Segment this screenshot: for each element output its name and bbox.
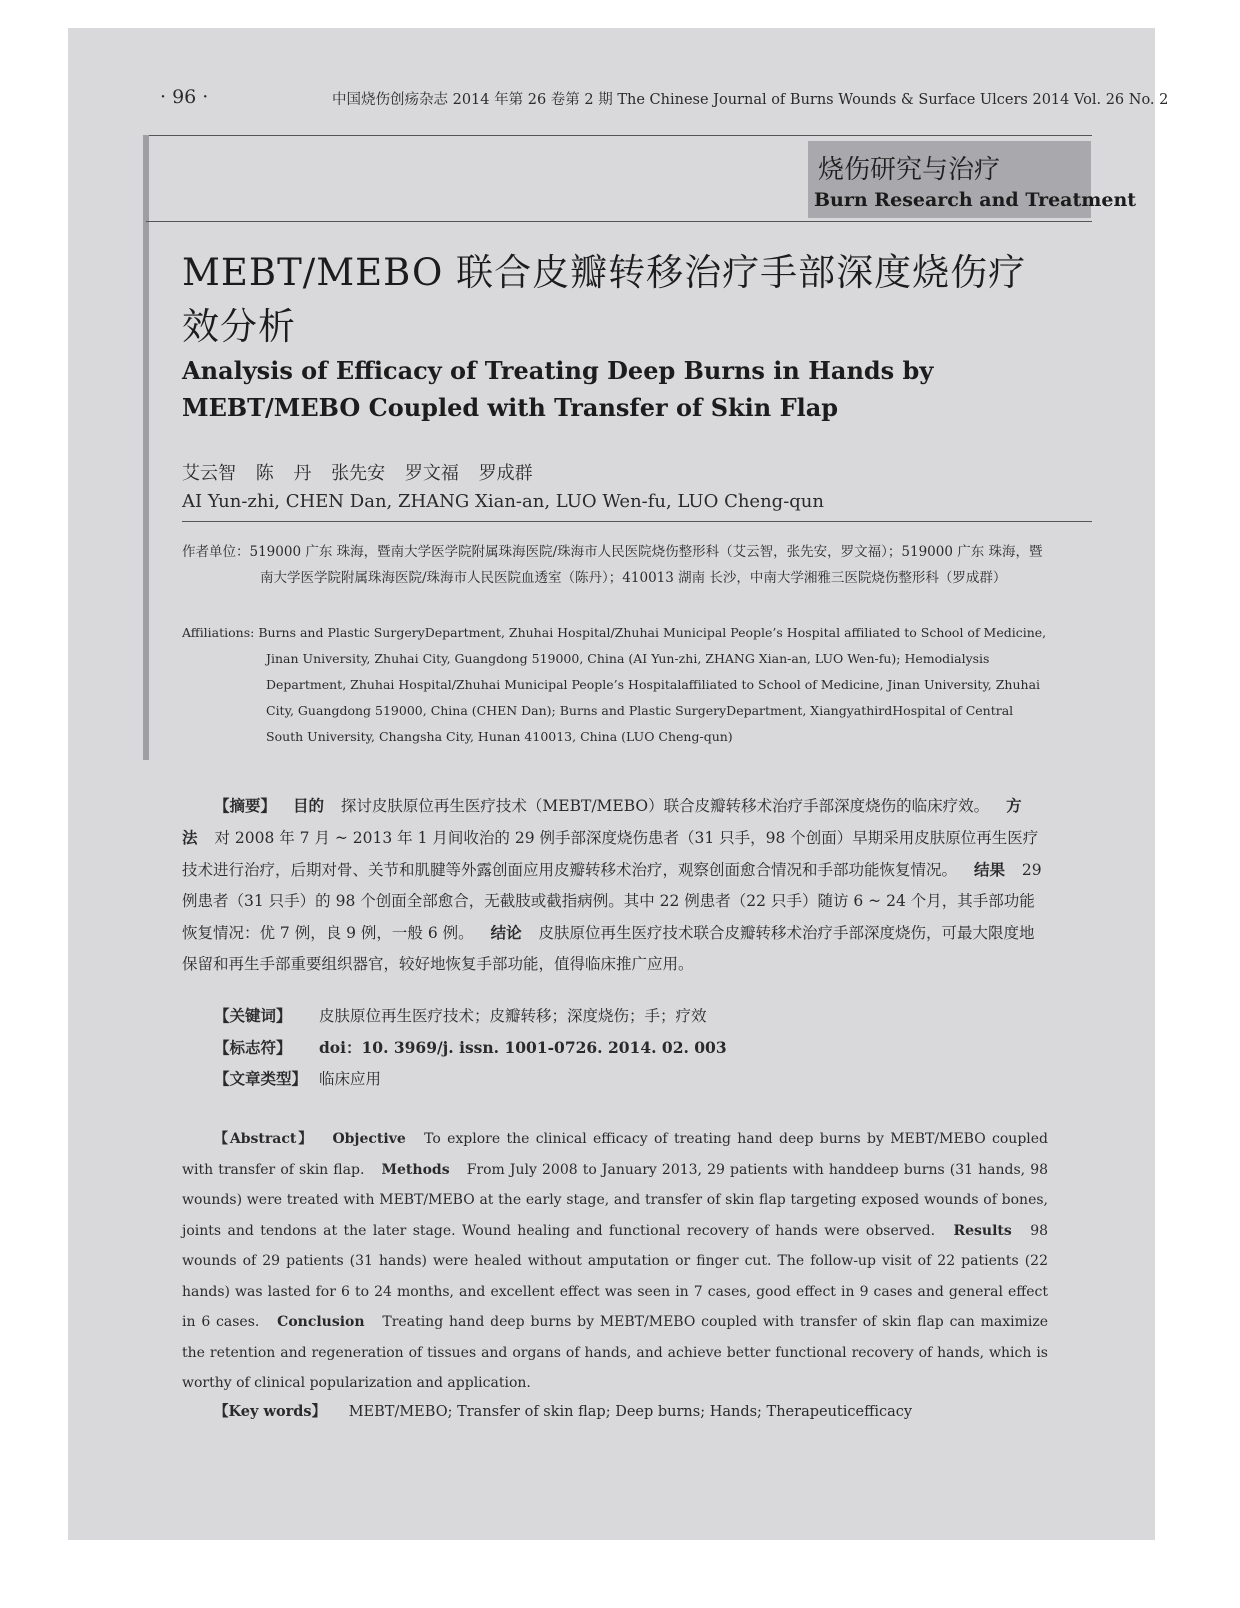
section-rule xyxy=(146,221,1092,222)
keywords-cn-label: 【关键词】 xyxy=(214,1006,292,1025)
affiliations-cn-text: 作者单位：519000 广东 珠海，暨南大学医学院附属珠海医院/珠海市人民医院烧伤整形科（艾云智，张先安，罗文福）；519000 广东 珠海，暨南大学医学院附属珠海医院/珠海市人民医院血透室（陈丹）；410013 湖南 长沙，中南大学湘雅三医院烧伤整形科（罗成群） xyxy=(182,544,1043,586)
side-bar xyxy=(143,135,149,760)
authors-en: AI Yun-zhi, CHEN Dan, ZHANG Xian-an, LUO Wen-fu, LUO Cheng-qun xyxy=(182,491,824,512)
section-tag-cn: 烧伤研究与治疗 xyxy=(818,155,1001,185)
doi xyxy=(214,1036,727,1058)
title-cn: MEBT/MEBO 联合皮瓣转移治疗手部深度烧伤疗效分析 xyxy=(182,251,1027,348)
abstract-cn-objective: 探讨皮肤原位再生医疗技术（MEBT/MEBO）联合皮瓣转移术治疗手部深度烧伤的临床疗效。 xyxy=(340,797,990,815)
top-rule xyxy=(146,135,1092,136)
abstract-en-objective-label: Objective xyxy=(332,1131,406,1147)
abstract-en-label: 【Abstract】 xyxy=(214,1131,315,1147)
article-type xyxy=(214,1067,381,1089)
abstract-cn-conclusion-label: 结论 xyxy=(490,923,522,942)
affiliations-cn xyxy=(182,539,1050,591)
abstract-cn-methods-label: 方法 xyxy=(182,796,1022,847)
affiliations-en xyxy=(182,620,1050,750)
keywords-cn xyxy=(214,1004,706,1026)
section-tag xyxy=(808,141,1137,218)
authors-cn: 艾云智 陈 丹 张先安 罗文福 罗成群 xyxy=(182,463,533,484)
abstract-en-conclusion-label: Conclusion xyxy=(277,1314,365,1330)
article-type-label: 【文章类型】 xyxy=(214,1069,308,1088)
abstract-cn-conclusion: 皮肤原位再生医疗技术联合皮瓣转移术治疗手部深度烧伤，可最大限度地保留和再生手部重要组织器官，较好地恢复手部功能，值得临床推广应用。 xyxy=(182,924,1035,973)
abstract-en-objective: To explore the clinical efficacy of treating hand deep burns by MEBT/MEBO coupled with transfer of skin flap. xyxy=(182,1131,1049,1178)
abstract-en-conclusion: Treating hand deep burns by MEBT/MEBO coupled with transfer of skin flap can maximize the retention and regeneration of tissues and organs of hands, and achieve better functional recovery of hands, which is worthy of clinical popularization and application. xyxy=(182,1314,1049,1391)
keywords-en-label: 【Key words】 xyxy=(214,1403,327,1420)
affiliations-en-text: Affiliations: Burns and Plastic SurgeryDepartment, Zhuhai Hospital/Zhuhai Municipal People’s Hospital affiliated to School of Medicine, Jinan University, Zhuhai City, Guangdong 519000, China (AI Yun-zhi, ZHANG Xian-an, LUO Wen-fu); Hemodialysis Department, Zhuhai Hospital/Zhuhai Municipal People’s Hospitalaffiliated to School of Medicine, Jinan University, Zhuhai City, Guangdong 519000, China (CHEN Dan); Burns and Plastic SurgeryDepartment, XiangyathirdHospital of Central South University, Changsha City, Hunan 410013, China (LUO Cheng-qun) xyxy=(182,625,1047,744)
abstract-en xyxy=(182,1124,1048,1399)
abstract-en-methods: From July 2008 to January 2013, 29 patients with handdeep burns (31 hands, 98 wounds) were treated with MEBT/MEBO at the early stage, and transfer of skin flap targeting exposed wounds of bones, joints and tendons at the later stage. Wound healing and functional recovery of hands were observed. xyxy=(182,1161,1049,1239)
abstract-cn-results: 29 例患者（31 只手）的 98 个创面全部愈合，无截肢或截指病例。其中 22 例患者（22 只手）随访 6 ~ 24 个月，其手部功能恢复情况：优 7 例，良 9 例，一般 6 例。 xyxy=(182,861,1042,942)
abstract-cn-results-label: 结果 xyxy=(973,860,1005,879)
article-type-value: 临床应用 xyxy=(318,1070,381,1088)
section-tag-en: Burn Research and Treatment xyxy=(814,189,1137,211)
doi-label: 【标志符】 xyxy=(214,1038,292,1057)
abstract-en-methods-label: Methods xyxy=(381,1161,450,1178)
affiliation-rule xyxy=(182,521,1092,522)
abstract-en-results: 98 wounds of 29 patients (31 hands) were healed without amputation or finger cut. The follow-up visit of 22 patients (22 hands) was lasted for 6 to 24 months, and excellent effect was seen in 7 cases, good effect in 9 cases and general effect in 6 cases. xyxy=(182,1222,1049,1330)
keywords-en-value: MEBT/MEBO; Transfer of skin flap; Deep burns; Hands; Therapeuticefficacy xyxy=(348,1404,913,1420)
doi-value: doi：10. 3969/j. issn. 1001-0726. 2014. 02. 003 xyxy=(318,1038,727,1057)
abstract-cn-objective-label: 目的 xyxy=(292,796,324,815)
abstract-cn-methods: 对 2008 年 7 月 ~ 2013 年 1 月间收治的 29 例手部深度烧伤患者（31 只手，98 个创面）早期采用皮肤原位再生医疗技术进行治疗，后期对骨、关节和肌腱等外露创面应用皮瓣转移术治疗，观察创面愈合情况和手部功能恢复情况。 xyxy=(182,829,1039,879)
title-en: Analysis of Efficacy of Treating Deep Burns in Hands by MEBT/MEBO Coupled with Transfer of Skin Flap xyxy=(182,356,934,422)
keywords-en xyxy=(214,1400,912,1421)
abstract-cn xyxy=(182,790,1048,980)
page-number: · 96 · xyxy=(160,86,209,108)
abstract-cn-label: 【摘要】 xyxy=(214,796,277,815)
keywords-cn-value: 皮肤原位再生医疗技术；皮瓣转移；深度烧伤；手；疗效 xyxy=(318,1007,707,1025)
abstract-en-results-label: Results xyxy=(953,1222,1012,1239)
running-header: 中国烧伤创疡杂志 2014 年第 26 卷第 2 期 The Chinese Journal of Burns Wounds & Surface Ulcers 2014 Vol. 26 No. 2 xyxy=(332,92,1169,108)
